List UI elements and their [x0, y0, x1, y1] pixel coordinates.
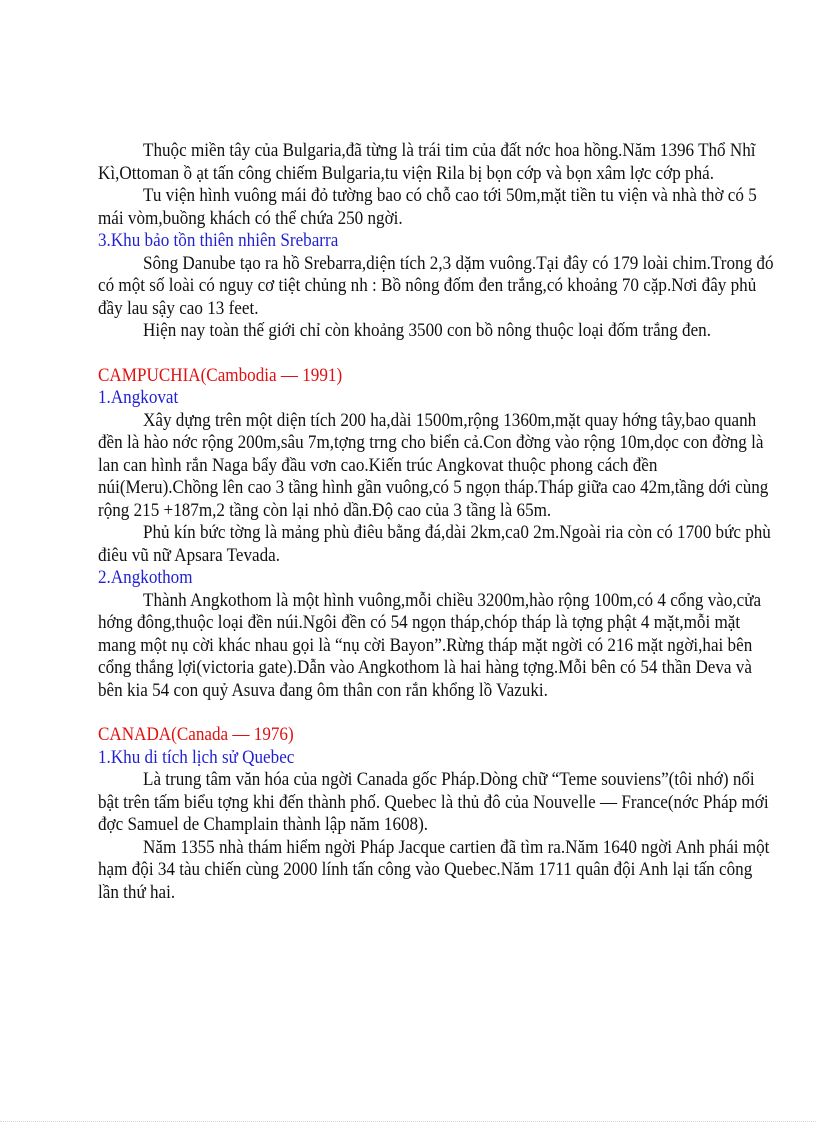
spacer — [98, 702, 778, 724]
section-heading-angkovat: 1.Angkovat — [98, 387, 179, 408]
spacer — [98, 343, 778, 365]
section-heading-angkothom: 2.Angkothom — [98, 567, 193, 588]
canada-paragraph-2: Năm 1355 nhà thám hiểm ngời Pháp Jacque cartien đã tìm ra.Năm 1640 ngời Anh phái một hạm đội 34 tàu chiến cùng 2000 lính tấn công vào Quebec.Năm 1711 quân đội Anh lại tấn công lần thứ hai. — [98, 836, 770, 903]
canada-paragraph-1: Là trung tâm văn hóa của ngời Canada gốc Pháp.Dòng chữ “Teme souviens”(tôi nhớ) nổi bật trên tấm biểu tợng khi đến thành phố. Quebec là thủ đô của Nouvelle — France(nớc Pháp mới đợc Samuel de Champlain thành lập năm 1608). — [98, 769, 769, 835]
bulgaria-paragraph-1: Thuộc miền tây của Bulgaria,đã từng là trái tim của đất nớc hoa hồng.Năm 1396 Thổ Nhĩ Kì,Ottoman ồ ạt tấn công chiếm Bulgaria,tu viện Rila bị bọn cớp và bọn xâm lợc cớp phá. — [98, 140, 756, 184]
page-bottom-border — [0, 1121, 816, 1122]
document-body — [98, 140, 778, 904]
country-heading-cambodia: CAMPUCHIA(Cambodia — 1991) — [98, 364, 343, 386]
section-heading-quebec: 1.Khu di tích lịch sử Quebec — [98, 746, 295, 768]
section-heading-srebarra: 3.Khu bảo tồn thiên nhiên Srebarra — [98, 230, 339, 251]
bulgaria-paragraph-4: Hiện nay toàn thế giới chỉ còn khoảng 3500 con bồ nông thuộc loại đốm trắng đen. — [143, 320, 712, 341]
cambodia-paragraph-2: Phủ kín bức tờng là mảng phù điêu bằng đá,dài 2km,ca0 2m.Ngoài ria còn có 1700 bức phù điêu vũ nữ Apsara Tevada. — [98, 522, 771, 566]
bulgaria-paragraph-2: Tu viện hình vuông mái đỏ tường bao có chỗ cao tới 50m,mặt tiền tu viện và nhà thờ có 5 mái vòm,buồng khách có thể chứa 250 ngời. — [98, 185, 757, 229]
country-heading-canada: CANADA(Canada — 1976) — [98, 724, 294, 745]
cambodia-paragraph-1: Xây dựng trên một diện tích 200 ha,dài 1500m,rộng 1360m,mặt quay hớng tây,bao quanh đền là hào nớc rộng 200m,sâu 7m,tợng trng cho biển cả.Con đờng vào rộng 10m,dọc con đờng là lan can hình rắn Naga bẩy đầu vơn cao.Kiến trúc Angkovat thuộc phong cách đền núi(Meru).Chồng lên cao 3 tầng hình gần vuông,có 5 ngọn tháp.Tháp giữa cao 42m,tầng dới cùng rộng 215 +187m,2 tầng còn lại nhỏ dần.Độ cao của 3 tầng là 65m. — [98, 409, 769, 521]
cambodia-paragraph-3: Thành Angkothom là một hình vuông,mỗi chiều 3200m,hào rộng 100m,có 4 cổng vào,cửa hớng đông,thuộc loại đền núi.Ngôi đền có 54 ngọn tháp,chóp tháp là tợng phật 4 mặt,mỗi mặt mang một nụ cời khác nhau gọi là “nụ cời Bayon”.Rừng tháp mặt ngời có 216 mặt ngời,hai bên cổng thắng lợi(victoria gate).Dẫn vào Angkothom là hai hàng tợng.Mỗi bên có 54 thần Deva và bên kia 54 con quỷ Asuva đang ôm thân con rắn khổng lồ Vazuki. — [98, 589, 762, 701]
bulgaria-paragraph-3: Sông Danube tạo ra hồ Srebarra,diện tích 2,3 dặm vuông.Tại đây có 179 loài chim.Trong đó có một số loài có nguy cơ tiệt chủng nh : Bồ nông đốm đen trắng,có khoảng 70 cặp.Nơi đây phủ đầy lau sậy cao 13 feet. — [98, 252, 774, 319]
